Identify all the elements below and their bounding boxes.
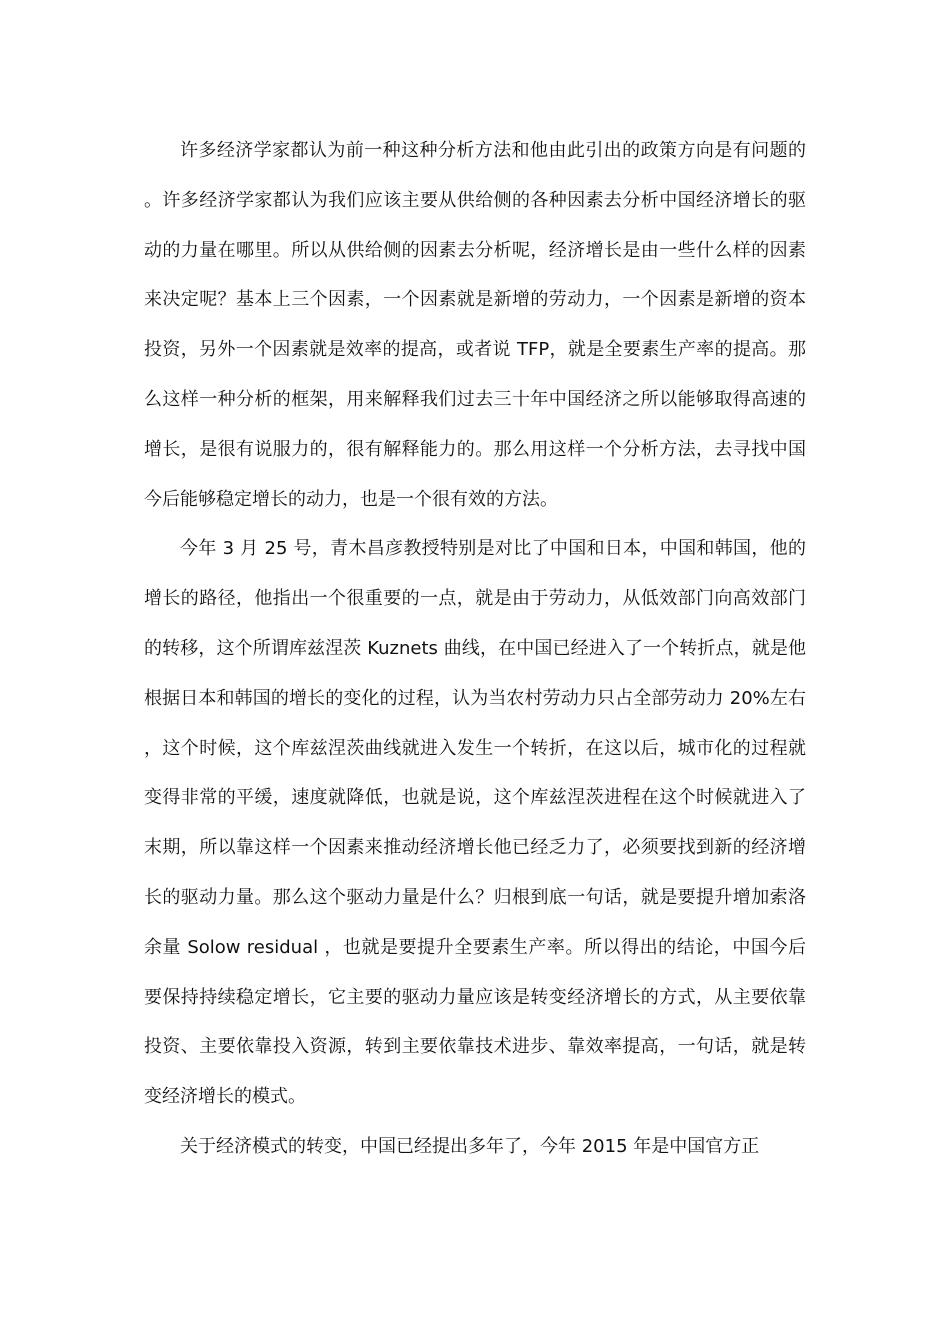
paragraph-kuznets-curve: 今年 3 月 25 号，青木昌彦教授特别是对比了中国和日本，中国和韩国，他的增长的路径，他指出一个很重要的一点，就是由于劳动力，从低效部门向高效部门的转移，这个所谓库兹涅茨 Kuznets 曲线，在中国已经进入了一个转折点，就是他根据日本和韩国的增长的变化的过程，认为当农村劳动力只占全部劳动力 20%左右，这个时候，这个库兹涅茨曲线就进入发生一个转折，在这以后，城市化的过程就变得非常的平缓，速度就降低，也就是说，这个库兹涅茨进程在这个时候就进入了末期，所以靠这样一个因素来推动经济增长他已经乏力了，必须要找到新的经济增长的驱动力量。那么这个驱动力量是什么？归根到底一句话，就是要提升增加索洛余量 Solow residual ，也就是要提升全要素生产率。所以得出的结论，中国今后要保持持续稳定增长，它主要的驱动力量应该是转变经济增长的方式，从主要依靠投资、主要依靠投入资源，转到主要依靠技术进步、靠效率提高，一句话，就是转变经济增长的模式。 [144,538,806,1108]
paragraph-economic-model-transition: 关于经济模式的转变，中国已经提出多年了，今年 2015 年是中国官方正 [180,1135,760,1157]
body-text [144,126,806,1172]
paragraph-supply-side-analysis: 许多经济学家都认为前一种这种分析方法和他由此引出的政策方向是有问题的。许多经济学家都认为我们应该主要从供给侧的各种因素去分析中国经济增长的驱动的力量在哪里。所以从供给侧的因素去分析呢，经济增长是由一些什么样的因素来决定呢？基本上三个因素，一个因素就是新增的劳动力，一个因素是新增的资本投资，另外一个因素就是效率的提高，或者说 TFP，就是全要素生产率的提高。那么这样一种分析的框架，用来解释我们过去三十年中国经济之所以能够取得高速的增长，是很有说服力的，很有解释能力的。那么用这样一个分析方法，去寻找中国今后能够稳定增长的动力，也是一个很有效的方法。 [144,140,806,510]
